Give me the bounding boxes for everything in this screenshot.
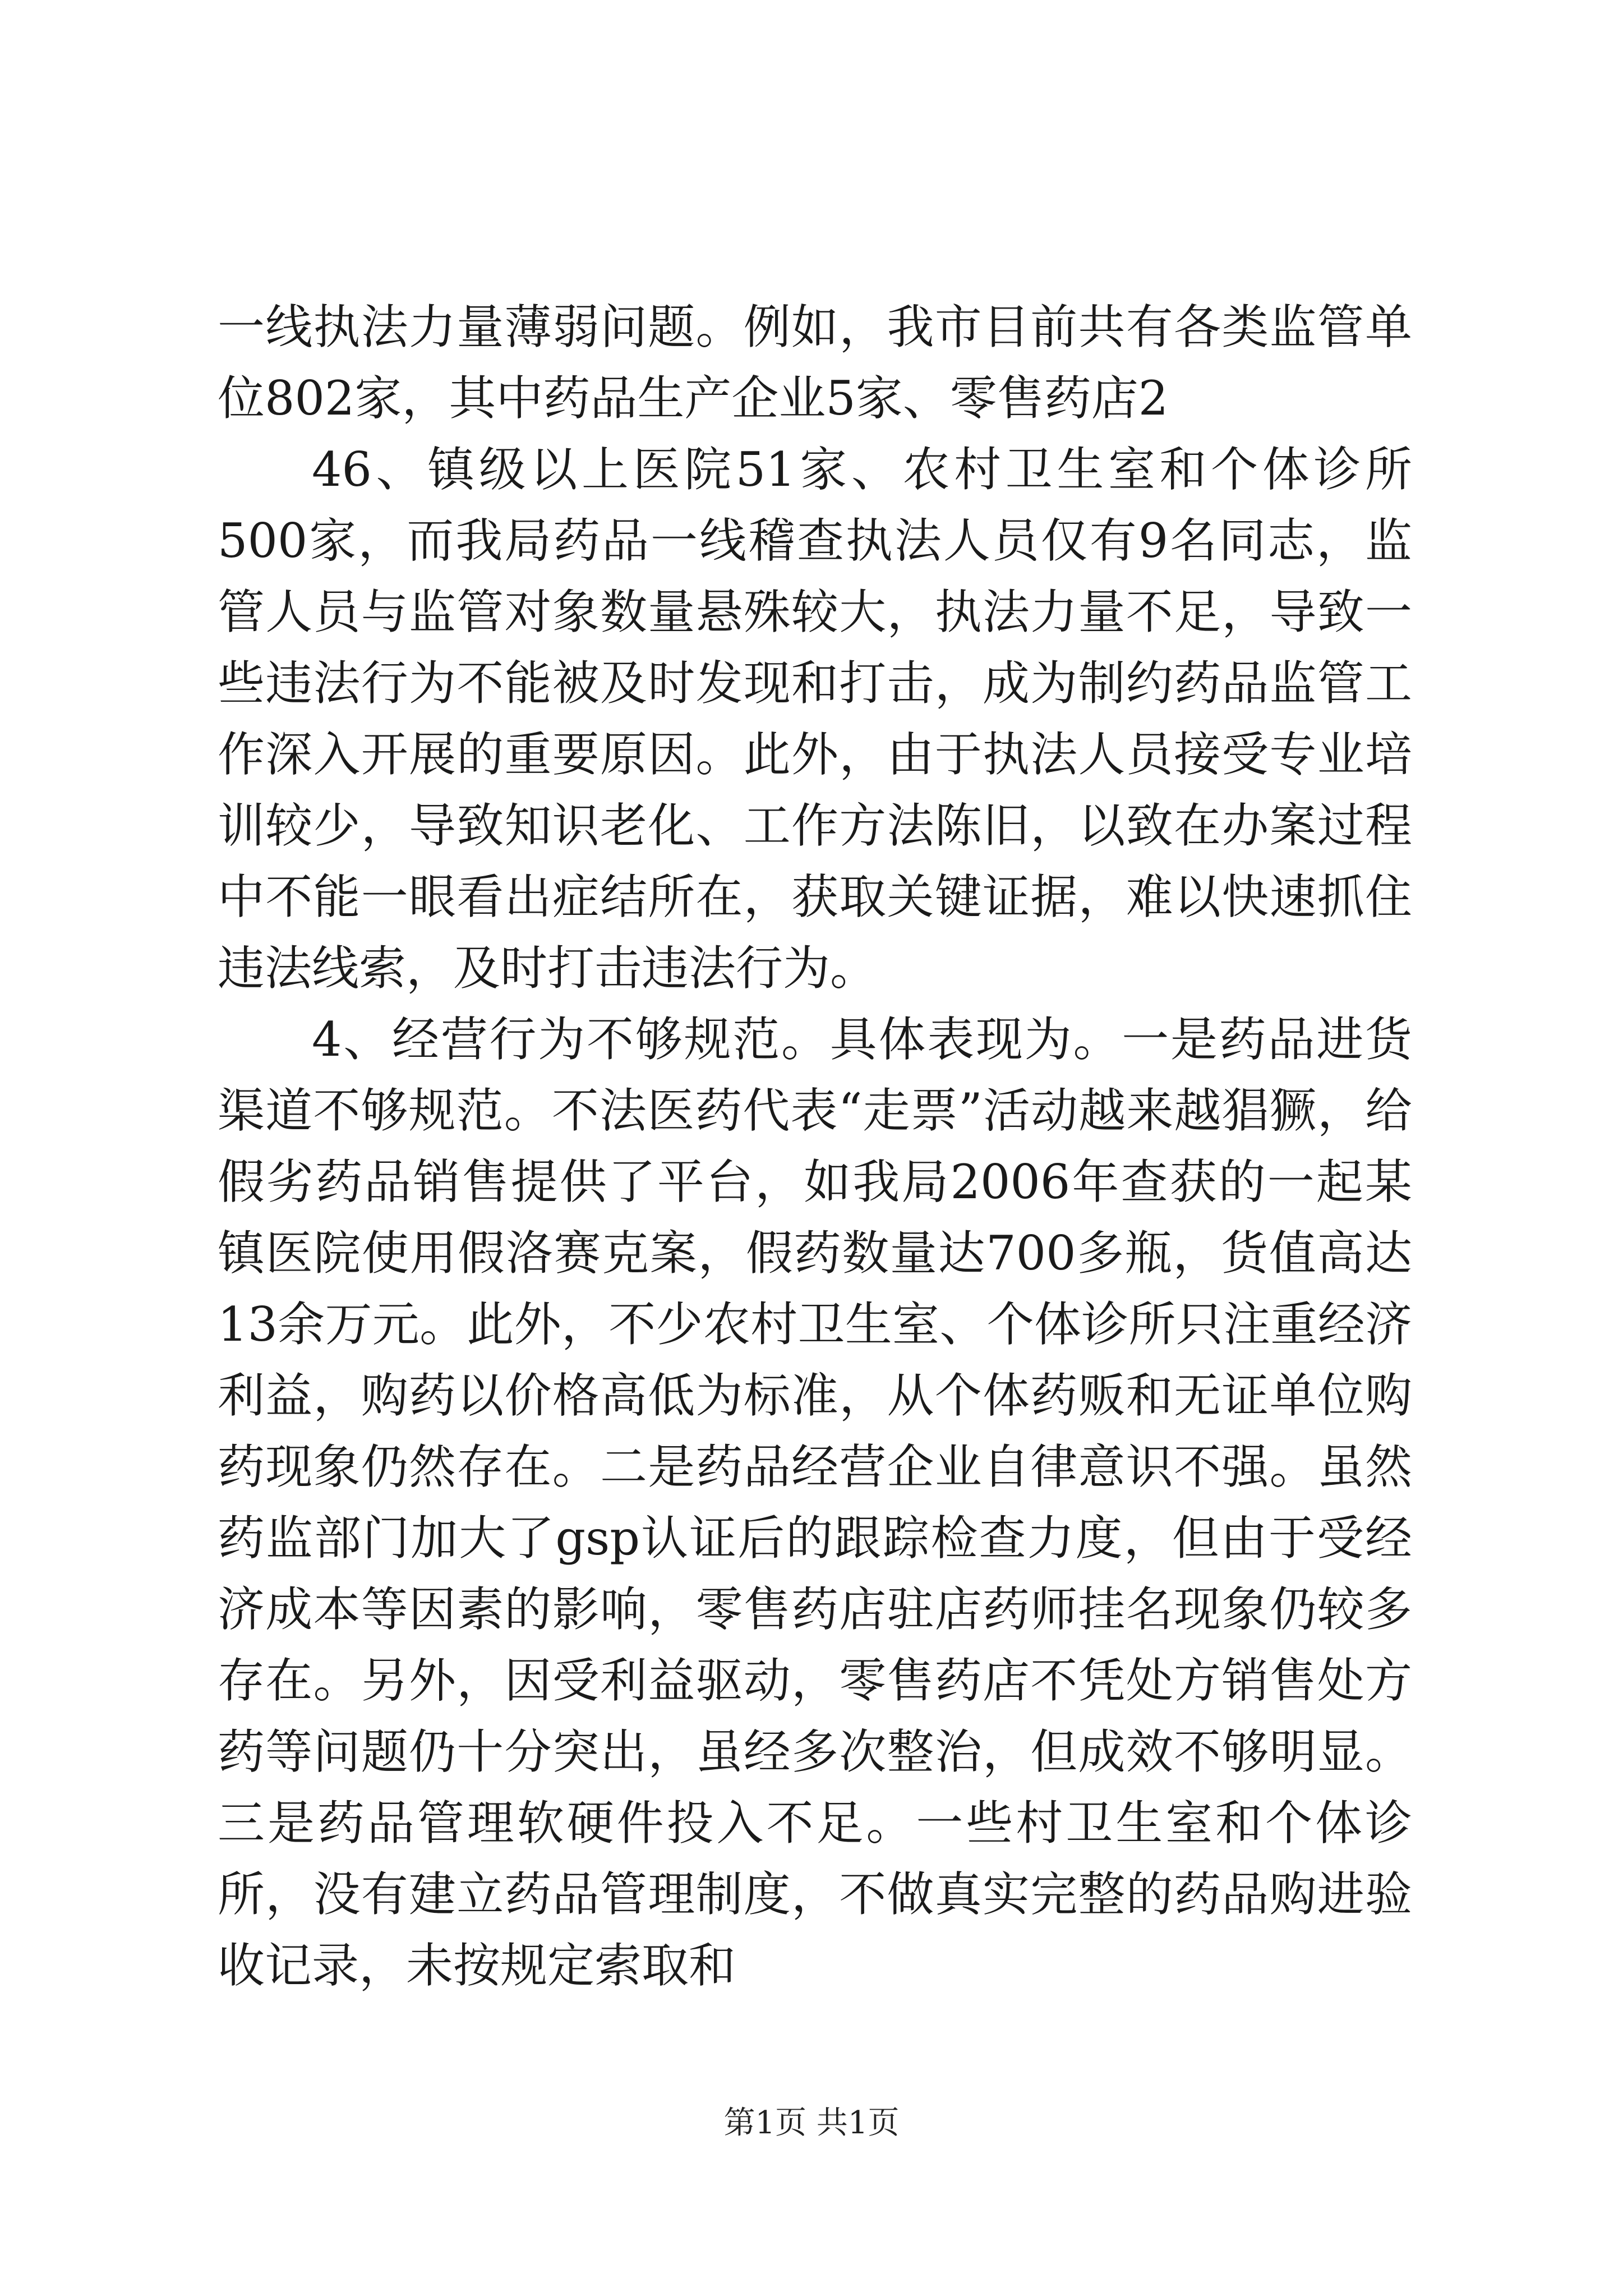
paragraph-3: 4、经营行为不够规范。具体表现为。一是药品进货渠道不够规范。不法医药代表“走票”活动越来越猖獗，给假劣药品销售提供了平台，如我局2006年查获的一起某镇医院使用假洛赛克案，假药数量达700多瓶，货值高达13余万元。此外，不少农村卫生室、个体诊所只注重经济利益，购药以价格高低为标准，从个体药贩和无证单位购药现象仍然存在。二是药品经营企业自律意识不强。虽然药监部门加大了gsp认证后的跟踪检查力度，但由于受经济成本等因素的影响，零售药店驻店药师挂名现象仍较多存在。另外，因受利益驱动，零售药店不凭处方销售处方药等问题仍十分突出，虽经多次整治，但成效不够明显。三是药品管理软硬件投入不足。一些村卫生室和个体诊所，没有建立药品管理制度，不做真实完整的药品购进验收记录，未按规定索取和 [218,1012,1412,1993]
paragraph-2: 46、镇级以上医院51家、农村卫生室和个体诊所500家，而我局药品一线稽查执法人员仅有9名同志，监管人员与监管对象数量悬殊较大，执法力量不足，导致一些违法行为不能被及时发现和打击，成为制约药品监管工作深入开展的重要原因。此外，由于执法人员接受专业培训较少，导致知识老化、工作方法陈旧，以致在办案过程中不能一眼看出症结所在，获取关键证据，难以快速抓住违法线索，及时打击违法行为。 [218,442,1412,996]
paragraph-1: 一线执法力量薄弱问题。例如，我市目前共有各类监管单位802家，其中药品生产企业5家、零售药店2 [218,300,1412,426]
page-footer: 第1页 共1页 [723,2105,900,2141]
document-body [218,292,1412,2001]
